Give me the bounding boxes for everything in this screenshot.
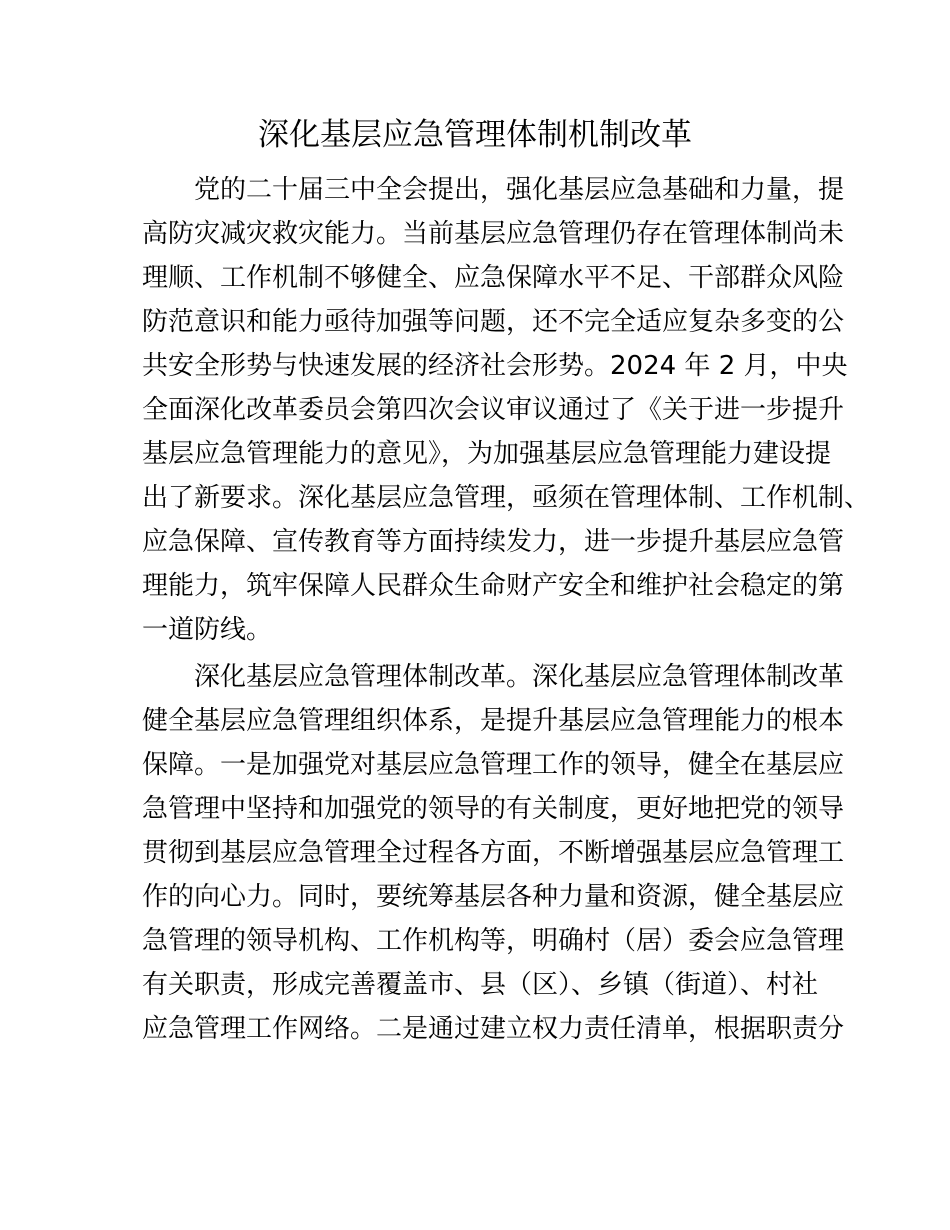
text-line: 高防灾减灾救灾能力。当前基层应急管理仍存在管理体制尚未 — [142, 219, 845, 249]
text-line: 共安全形势与快速发展的经济社会形势。2024 年 2 月，中央 — [142, 351, 848, 381]
text-line: 健全基层应急管理组织体系，是提升基层应急管理能力的根本 — [142, 706, 845, 736]
text-line: 党的二十届三中全会提出，强化基层应急基础和力量，提 — [194, 175, 845, 205]
text-line: 急管理的领导机构、工作机构等，明确村（居）委会应急管理 — [142, 926, 845, 956]
text-line: 全面深化改革委员会第四次会议审议通过了《关于进一步提升 — [142, 395, 845, 425]
paragraph-system-reform — [142, 655, 845, 1051]
text-line: 一道防线。 — [142, 615, 273, 645]
text-line: 有关职责，形成完善覆盖市、县（区）、乡镇（街道）、村社 — [142, 970, 819, 1000]
text-line: 深化基层应急管理体制改革。深化基层应急管理体制改革 — [194, 662, 845, 692]
text-line: 应急管理工作网络。二是通过建立权力责任清单，根据职责分 — [142, 1014, 845, 1044]
text-line: 作的向心力。同时，要统筹基层各种力量和资源，健全基层应 — [142, 882, 845, 912]
document-title: 深化基层应急管理体制机制改革 — [258, 117, 692, 153]
text-line: 理顺、工作机制不够健全、应急保障水平不足、干部群众风险 — [142, 263, 845, 293]
text-line: 急管理中坚持和加强党的领导的有关制度，更好地把党的领导 — [142, 794, 845, 824]
text-line: 基层应急管理能力的意见》，为加强基层应急管理能力建设提 — [142, 439, 832, 469]
text-line: 出了新要求。深化基层应急管理，亟须在管理体制、工作机制、 — [142, 483, 871, 513]
text-line: 应急保障、宣传教育等方面持续发力，进一步提升基层应急管 — [142, 527, 845, 557]
text-line: 保障。一是加强党对基层应急管理工作的领导，健全在基层应 — [142, 750, 845, 780]
text-line: 贯彻到基层应急管理全过程各方面，不断增强基层应急管理工 — [142, 838, 845, 868]
paragraph-intro — [142, 168, 871, 652]
text-line: 防范意识和能力亟待加强等问题，还不完全适应复杂多变的公 — [142, 307, 845, 337]
text-line: 理能力，筑牢保障人民群众生命财产安全和维护社会稳定的第 — [142, 571, 845, 601]
